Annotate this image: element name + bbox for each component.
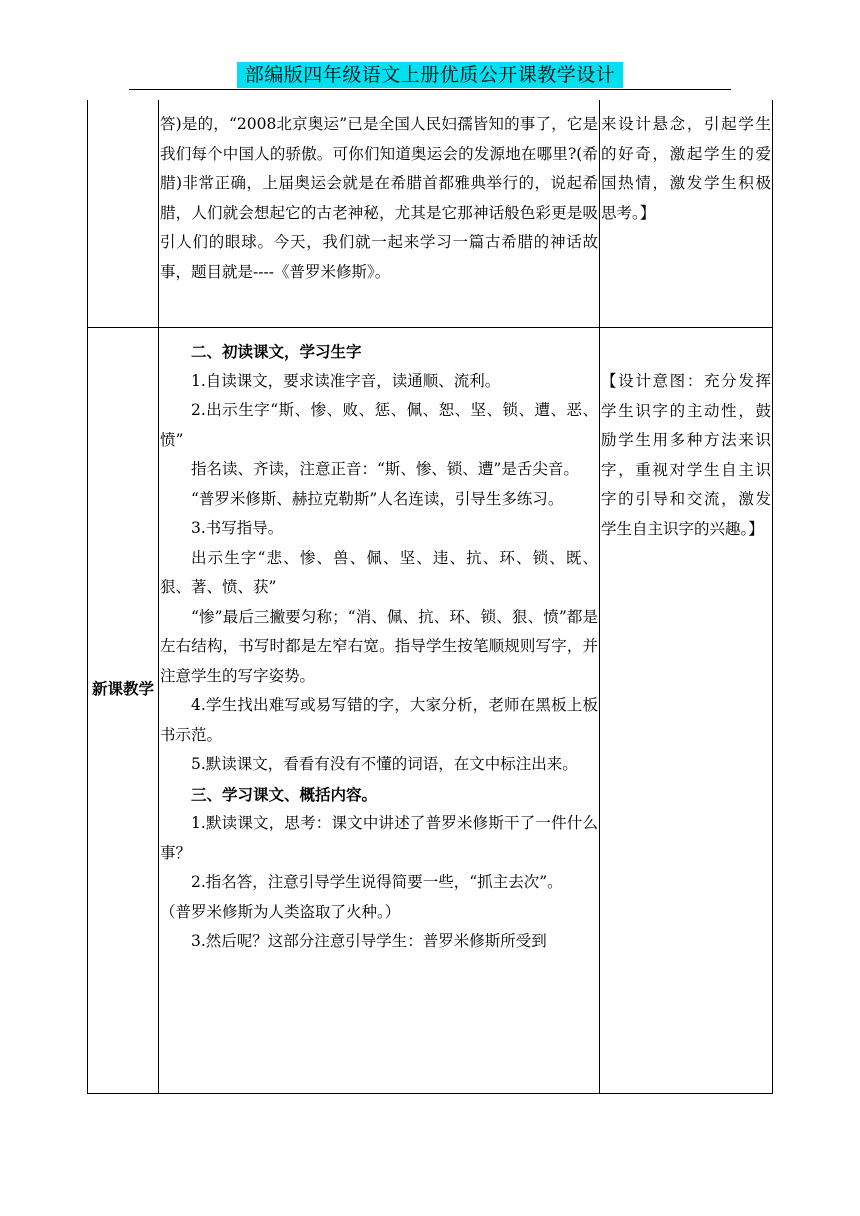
table-border-col2: [599, 100, 600, 1094]
row1-design-note: 来设计悬念，引起学生的好奇，激起学生的爱国热情，激发学生积极思考。】: [601, 115, 771, 222]
step-hard-characters: 4.学生找出难写或易写错的字，大家分析，老师在黑板上板书示范。: [160, 696, 598, 744]
row1-design-note-cell: [601, 110, 771, 228]
step-writing-characters: 出示生字“悲、惨、兽、佩、坚、违、抗、环、锁、既、狠、著、愤、获”: [160, 548, 598, 596]
step-think-question: 1.默读课文，思考：课文中讲述了普罗米修斯干了一件什么事？: [160, 814, 598, 862]
step-pronunciation: 指名读、齐读，注意正音：“斯、惨、锁、遭”是舌尖音。: [191, 460, 579, 478]
step-show-characters: 2.出示生字“斯、惨、败、惩、佩、恕、坚、锁、遭、恶、愤”: [160, 401, 598, 449]
heading-study-text: 三、学习课文、概括内容。: [191, 784, 378, 804]
step-answer-guidance: 2.指名答，注意引导学生说得简要一些，“抓主去次”。: [191, 873, 563, 891]
step-stroke-guidance: “惨”最后三撇要匀称；“消、佩、抗、环、锁、狠、愤”都是左右结构，书写时都是左窄右宽。指导学生按笔顺规则写字，并注意学生的写字姿势。: [160, 607, 598, 685]
row2-main-cell: [160, 337, 598, 957]
row1-intro-paragraph: 答)是的，“2008北京奥运”已是全国人民妇孺皆知的事了，它是我们每个中国人的骄傲。可你们知道奥运会的发源地在哪里?(希腊)非常正确，上届奥运会就是在希腊首都雅典举行的，说起希腊，人们就会想起它的古老神秘，尤其是它那神话般色彩更是吸引人们的眼球。今天，我们就一起来学习一篇古希腊的神话故事，题目就是----《普罗米修斯》。: [160, 115, 598, 281]
step-answer-summary: （普罗米修斯为人类盗取了火种。）: [160, 902, 401, 921]
row2-design-note-cell: [601, 367, 771, 544]
heading-first-reading: 二、初读课文，学习生字: [191, 342, 362, 361]
table-border-right: [772, 100, 773, 1094]
row1-main-cell: [160, 110, 598, 287]
table-border-bottom: [87, 1093, 773, 1094]
table-row-divider: [87, 327, 773, 328]
document-header-title: 部编版四年级语文上册优质公开课教学设计: [237, 62, 623, 88]
step-then-what: 3.然后呢？这部分注意引导学生：普罗米修斯所受到: [191, 932, 547, 950]
section-label-new-lesson: 新课教学: [91, 680, 154, 698]
step-self-read: 1.自读课文，要求读准字音，读通顺、流利。: [191, 371, 501, 390]
row2-design-note: 【设计意图：充分发挥学生识字的主动性，鼓励学生用多种方法来识字，重视对学生自主识字的引导和交流，激发学生自主识字的兴趣。】: [601, 372, 771, 538]
step-name-reading: “普罗米修斯、赫拉克勒斯”人名连读，引导生多练习。: [191, 489, 564, 508]
table-border-col1: [158, 100, 159, 1094]
table-border-left: [87, 100, 88, 1094]
header-rule: [129, 89, 731, 90]
step-writing-guidance: 3.书写指导。: [191, 519, 284, 537]
step-silent-reading: 5.默读课文，看看有没有不懂的词语，在文中标注出来。: [191, 755, 578, 773]
